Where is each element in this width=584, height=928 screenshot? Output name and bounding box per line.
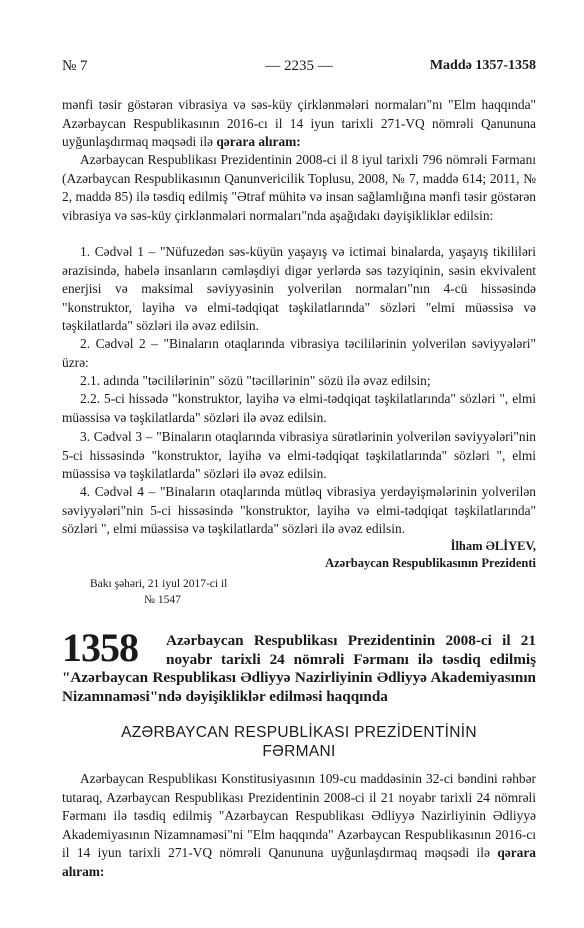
page-number: — 2235 —: [265, 58, 333, 74]
amendment-item-2-2: 2.2. 5-ci hissədə "konstruktor, layihə və elmi-tədqiqat təşkilatlarında" sözləri ", elmi müəssisə və təşkilatlarda" sözləri ilə əvəz edilsin.: [62, 391, 536, 425]
resolution-phrase: qərara alıram:: [216, 134, 301, 149]
place-date: Bakı şəhəri, 21 iyul 2017-ci il: [90, 578, 228, 590]
decree-heading-line-2: FƏRMANI: [262, 743, 336, 760]
amendment-item-2-1: 2.1. adında "təcililərinin" sözü "təcillərinin" sözü ilə əvəz edilsin;: [80, 373, 431, 388]
amendment-item-1: 1. Cədvəl 1 – "Nüfuzedən səs-küyün yaşayış və ictimai binalarda, yaşayış tikililəri ərazisində, habelə insanların cəmləşdiyi digər yerlərdə səs təzyiqinin, səsin ekvivalent enerjisi və maksimal səviyyəsinin yolverilən normaları"nın 4-cü hissəsində "konstruktor, layihə və elmi-tədqiqat təşkilatlarında" sözləri "elmi müəssisə və təşkilatlarda" sözləri ilə əvəz edilsin.: [62, 244, 536, 333]
amendment-preamble: Azərbaycan Respublikası Prezidentinin 2008-ci il 8 iyul tarixli 796 nömrəli Fərmanı (Azərbaycan Respublikasının Qanunvericilik Toplusu, 2008, № 7, maddə 614; 2011, № 2, maddə 85) ilə təsdiq edilmiş "Ətraf mühitə və insan sağlamlığına mənfi təsir göstərən vibrasiya və səs-küy çirklənmələri normaları"nda aşağıdakı dəyişikliklər edilsin:: [62, 152, 536, 223]
signatory-title: Azərbaycan Respublikasının Prezidenti: [325, 556, 536, 570]
closing-resolution-phrase: qərara alıram:: [62, 845, 536, 879]
amendment-item-2: 2. Cədvəl 2 – "Binaların otaqlarında vibrasiya təcililərinin yolverilən səviyyələri" üzrə:: [62, 336, 536, 370]
signatory-name: İlham ƏLİYEV,: [450, 539, 536, 553]
amendment-item-3: 3. Cədvəl 3 – "Binaların otaqlarında vibrasiya sürətlərinin yolverilən səviyyələri"nin 5-ci hissəsində "konstruktor, layihə və elmi-tədqiqat təşkilatlarında" sözləri ", elmi müəssisə və təşkilatlarda" sözləri ilə əvəz edilsin.: [62, 429, 536, 481]
decree-heading-line-1: AZƏRBAYCAN RESPUBLİKASI PREZİDENTİNİN: [121, 724, 477, 741]
place-date-block: [90, 576, 227, 608]
signature-block: [325, 538, 536, 572]
intro-paragraph: mənfi təsir göstərən vibrasiya və səs-küy çirklənmələri normaları"nı "Elm haqqında" Azərbaycan Respublikasının 2016-cı il 14 iyun tarixli 271-VQ nömrəli Qanununa uyğunlaşdırmaq məqsədi ilə qərara alıram:: [62, 97, 536, 149]
issue-number: № 7: [62, 58, 88, 74]
article-number: 1358: [62, 625, 138, 670]
article-title: Azərbaycan Respublikası Prezidentinin 2008-ci il 21 noyabr tarixli 24 nömrəli Fərmanı ilə təsdiq edilmiş "Azərbaycan Respublikası Ədliyyə Nazirliyinin Ədliyyə Akademiyasının Nizamnaməsi"ndə dəyişikliklər edilməsi haqqında: [62, 632, 536, 705]
closing-paragraph: Azərbaycan Respublikası Konstitusiyasının 109-cu maddəsinin 32-ci bəndini rəhbər tutaraq, Azərbaycan Respublikası Prezidentinin 2008-ci il 21 noyabr tarixli 24 nömrəli Fərmanı ilə təsdiq edilmiş "Azərbaycan Respublikası Ədliyyə Nazirliyinin Ədliyyə Akademiyasının Nizamnaməsi"ni "Elm haqqında" Azərbaycan Respublikasının 2016-cı il 14 iyun tarixli 271-VQ nömrəli Qanununa uyğunlaşdırmaq məqsədi ilə qərara alıram:: [62, 771, 536, 879]
page-header: [62, 58, 536, 78]
decree-number: № 1547: [144, 594, 181, 606]
amendment-item-4: 4. Cədvəl 4 – "Binaların otaqlarında mütləq vibrasiya yerdəyişmələrinin yolverilən səviyyələri"nin 5-ci hissəsində "konstruktor, layihə və elmi-tədqiqat təşkilatlarında" sözləri ", elmi müəssisə və təşkilatlarda" sözləri ilə əvəz edilsin.: [62, 484, 536, 536]
article-range: Maddə 1357-1358: [429, 58, 536, 73]
decree-heading: [62, 723, 536, 761]
